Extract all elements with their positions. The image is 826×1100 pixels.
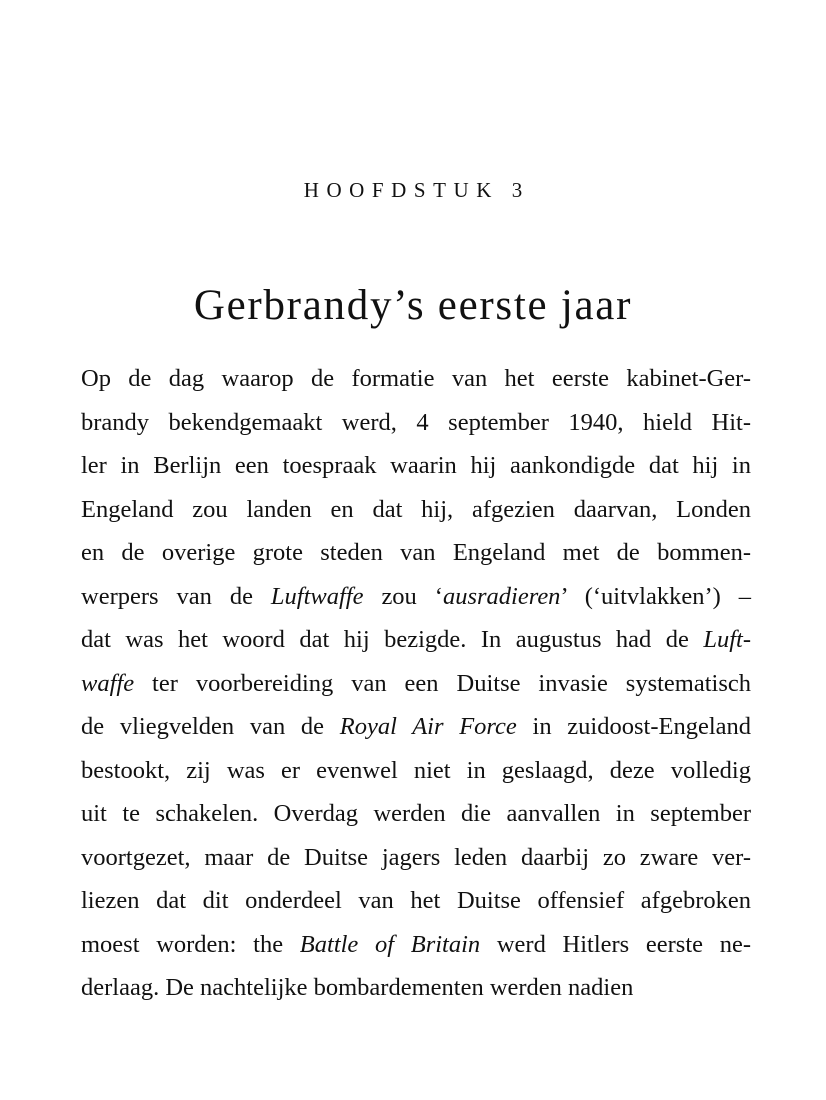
text-segment: moest worden: the bbox=[81, 930, 300, 958]
text-line bbox=[81, 836, 751, 880]
text-line bbox=[81, 531, 751, 575]
chapter-number: HOOFDSTUK 3 bbox=[303, 178, 530, 202]
text-segment: Engeland zou landen en dat hij, afgezien daarvan, Londen bbox=[81, 495, 751, 523]
text-segment: voortgezet, maar de Duitse jagers leden daarbij zo zware ver- bbox=[81, 843, 751, 871]
italic-term: Royal Air Force bbox=[339, 713, 517, 740]
text-segment: ler in Berlijn een toespraak waarin hij aankondigde dat hij in bbox=[81, 452, 751, 479]
text-line bbox=[81, 488, 751, 532]
text-line bbox=[81, 966, 751, 1010]
text-segment: brandy bekendgemaakt werd, 4 september 1940, hield Hit- bbox=[81, 408, 751, 436]
italic-term: Luft- bbox=[703, 626, 751, 653]
italic-term: Battle of Britain bbox=[299, 930, 481, 958]
text-line bbox=[81, 575, 751, 619]
text-segment: werpers van de bbox=[81, 582, 271, 610]
italic-term: Luftwaffe bbox=[270, 582, 364, 610]
text-line bbox=[81, 792, 751, 836]
text-segment: werd Hitlers eerste ne- bbox=[480, 930, 751, 958]
text-line bbox=[81, 879, 751, 923]
text-segment: ’ (‘uitvlakken’) – bbox=[560, 582, 751, 610]
text-segment: zou ‘ bbox=[363, 582, 443, 610]
text-segment: ter voorbereiding van een Duitse invasie systematisch bbox=[134, 669, 751, 697]
text-segment: dat was het woord dat hij bezigde. In augustus had de bbox=[81, 626, 704, 653]
text-line bbox=[81, 444, 751, 488]
text-line bbox=[81, 662, 751, 706]
text-segment: en de overige grote steden van Engeland met de bommen- bbox=[81, 539, 751, 566]
chapter-title: Gerbrandy’s eerste jaar bbox=[193, 282, 633, 329]
text-segment: in zuidoost-Engeland bbox=[516, 713, 751, 740]
text-line bbox=[81, 749, 751, 793]
italic-term: ausradieren bbox=[442, 582, 561, 610]
text-segment: bestookt, zij was er evenwel niet in geslaagd, deze volledig bbox=[81, 756, 751, 784]
text-segment: Op de dag waarop de formatie van het eerste kabinet-Ger- bbox=[81, 365, 751, 392]
italic-term: waffe bbox=[81, 669, 135, 697]
text-line bbox=[81, 923, 751, 967]
text-segment: uit te schakelen. Overdag werden die aanvallen in september bbox=[81, 800, 751, 827]
text-segment: liezen dat dit onderdeel van het Duitse offensief afgebroken bbox=[81, 887, 751, 914]
text-segment: de vliegvelden van de bbox=[81, 713, 340, 740]
text-line bbox=[81, 618, 751, 662]
text-segment: derlaag. De nachtelijke bombardementen werden nadien bbox=[81, 974, 634, 1001]
text-line bbox=[81, 357, 751, 401]
text-line bbox=[81, 705, 751, 749]
text-line bbox=[81, 401, 751, 445]
body-paragraph bbox=[81, 357, 751, 1010]
